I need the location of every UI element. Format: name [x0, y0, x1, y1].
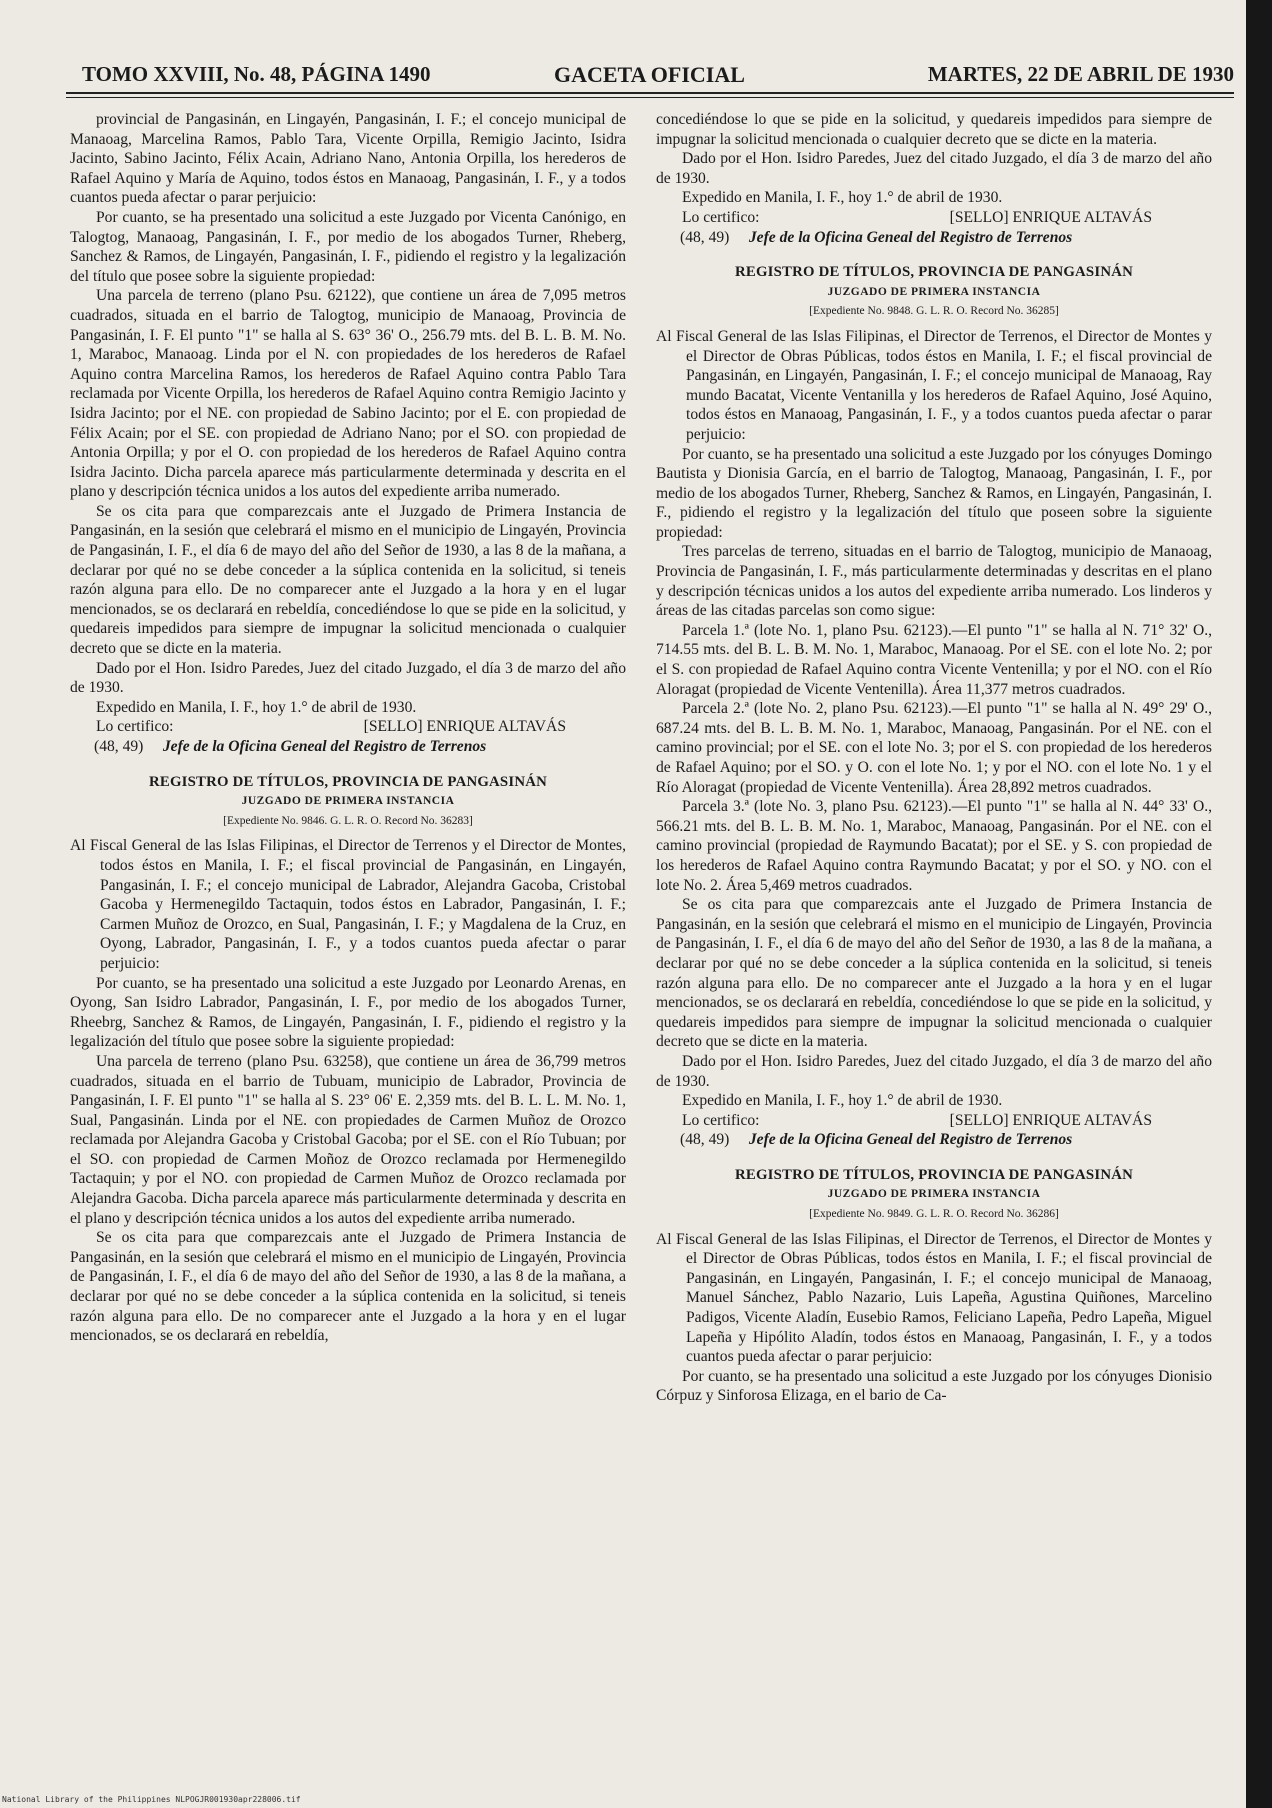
paragraph: Por cuanto, se ha presentado una solicitud a este Juzgado por Leonardo Arenas, en Oyong, San Isidro Labrador, Pangasinán, I. F., por medio de los abogados Turner, Rheebrg, Sanchez & Ramos, de Lingayén, Pangasinán, I. F., pidiendo el registro y la legalización del título que posee sobre la siguiente propiedad: [70, 974, 626, 1051]
signature-title [70, 737, 626, 757]
signature-title [656, 1130, 1212, 1150]
section-subheading: JUZGADO DE PRIMERA INSTANCIA [241, 795, 455, 808]
paragraph: Tres parcelas de terreno, situadas en el barrio de Talogtog, municipio de Manaoag, Provincia de Pangasinán, I. F., más particularmente determinadas y descritas en el plano y descripción técnicas unidos a los autos del expediente arriba numerado. Los linderos y áreas de las citadas parcelas son como sigue: [656, 543, 1212, 620]
paragraph: Al Fiscal General de las Islas Filipinas, el Director de Terrenos, el Director de Montes y el Director de Obras Públicas, todos éstos en Manila, I. F.; el fiscal provincial de Pangasinán, en Lingayén, Pangasinán, I. F.; el concejo municipal de Manaoag, Ray mundo Bacatat, Vicente Ventanilla y los herederos de Rafael Aquino, José Aquino, todos éstos en Manaoag, Pangasinán, I. F., y a todos cuantos pueda afectar o parar perjuicio: [656, 327, 1212, 443]
paragraph: Por cuanto, se ha presentado una solicitud a este Juzgado por los cónyuges Domingo Bautista y Dionisia García, en el barrio de Talogtog, Manaoag, Pangasinán, I. F., por medio de los abogados Turner, Rheberg, Sanchez & Ramos, en Lingayén, Pangasinán, I. F., pidiendo el registro y la legalización del título que poseen sobre la siguiente propiedad: [656, 445, 1212, 541]
page-header [66, 62, 1234, 96]
expediente-line: [Expediente No. 9848. G. L. R. O. Record No. 36285] [809, 305, 1059, 318]
left-column [70, 110, 626, 1346]
paragraph: Expedido en Manila, I. F., hoy 1.° de abril de 1930. [96, 698, 417, 716]
paragraph: Una parcela de terreno (plano Psu. 62122), que contiene un área de 7,095 metros cuadrados, situada en el barrio de Talogtog, municipio de Manaoag, Provincia de Pangasinán, I. F. El punto "1" se halla al S. 63° 36' O., 256.79 mts. del B. L. B. M. No. 1, Maraboc, Manaoag. Linda por el N. con propiedades de los herederos de Rafael Aquino contra Marcelina Ramos, los herederos de Rafael Aquino contra Pablo Tara reclamada por Vicente Orpilla, los herederos de Rafael Aquino contra Remigio Jacinto y Isidra Jacinto; por el NE. con propiedad de Sabino Jacinto; por el E. con propiedad de Félix Acain; por el SE. con propiedad de Adriano Nano; por el SO. con propiedad de Antonia Orpilla; y por el O. con propiedad de los herederos de Rafael Aquino contra Isidra Jacinto. Dicha parcela aparece más particularmente determinada y descrita en el plano y descripción técnica unidos a los autos del expediente arriba numerado. [70, 287, 626, 501]
section-heading: REGISTRO DE TÍTULOS, PROVINCIA DE PANGASINÁN [735, 264, 1133, 281]
paragraph: Por cuanto, se ha presentado una solicitud a este Juzgado por Vicenta Canónigo, en Talogtog, Manaoag, Pangasinán, I. F., por medio de los abogados Turner, Rheberg, Sanchez & Ramos, de Lingayén, Pangasinán, I. F., pidiendo el registro y la legalización del título que posee sobre la siguiente propiedad: [70, 208, 626, 285]
seal-signature: [SELLO] ENRIQUE ALTAVÁS [949, 1111, 1152, 1129]
paragraph: Se os cita para que comparezcais ante el Juzgado de Primera Instancia de Pangasinán, en la sesión que celebrará el mismo en el municipio de Lingayén, Provincia de Pangasinán, I. F., el día 6 de mayo del año del Señor de 1930, a las 8 de la mañana, a declarar por qué no se debe conceder a la súplica contenida en la solicitud, si teneis razón alguna para ello. De no comparecer ante el Juzgado a la hora y en el lugar mencionados, se os declarará en rebeldía, [70, 1229, 626, 1345]
paragraph: Al Fiscal General de las Islas Filipinas, el Director de Terrenos y el Director de Montes, todos éstos en Manila, I. F.; el fiscal provincial de Pangasinán, en Lingayén, Pangasinán, I. F.; el concejo municipal de Labrador, Alejandra Gacoba, Cristobal Gacoba y Hermenegildo Tactaquin, todos éstos en Labrador, Pangasinán, I. F.; Carmen Muñoz de Orozco, en Sual, Pangasinán, I. F.; y Magdalena de la Cruz, en Oyong, Labrador, Pangasinán, I. F., y a todos cuantos pueda afectar o parar perjuicio: [70, 837, 626, 972]
section-subheading: JUZGADO DE PRIMERA INSTANCIA [827, 285, 1041, 298]
paragraph: Por cuanto, se ha presentado una solicitud a este Juzgado por los cónyuges Dionisio Córpuz y Sinforosa Elizaga, en el bario de Ca- [656, 1367, 1212, 1405]
certifico-label: Lo certifico: [96, 718, 174, 736]
issue-numbers: (48, 49) [94, 738, 144, 755]
office-title: Jefe de la Oficina Geneal del Registro de Terrenos [162, 738, 487, 755]
office-title: Jefe de la Oficina Geneal del Registro de Terrenos [748, 228, 1073, 246]
paragraph: Al Fiscal General de las Islas Filipinas, el Director de Terrenos, el Director de Montes y el Director de Obras Públicas, todos éstos en Manila, I. F.; el fiscal provincial de Pangasinán, en Lingayén, Pangasinán, I. F.; el concejo municipal de Manaoag, Manuel Sánchez, Pablo Nazario, Luis Lapeña, Agustina Quiñones, Marcelino Padigos, Vicente Aladín, Eusebio Ramos, Feliciano Lapeña, Pedro Lapeña, Miguel Lapeña y Hipólito Aladín, todos éstos en Manaoag, Pangasinán, I. F., y a todos cuantos pueda afectar o parar perjuicio: [656, 1230, 1212, 1366]
paragraph: Parcela 3.ª (lote No. 3, plano Psu. 62123).—El punto "1" se halla al N. 44° 33' O., 566.21 mts. del B. L. B. M. No. 1, Maraboc, Manaoag, Pangasinán. Por el NE. con el camino provincial (propiedad de Raymundo Bacatat); por el SE. y S. con propiedad de los herederos de Rafael Aquino contra Raymundo Bacatat; y por el SO. y NO. con el lote No. 2. Área 5,469 metros cuadrados. [656, 798, 1212, 894]
expediente-line: [Expediente No. 9846. G. L. R. O. Record No. 36283] [223, 814, 473, 827]
paragraph: Dado por el Hon. Isidro Paredes, Juez del citado Juzgado, el día 3 de marzo del año de 1930. [656, 1052, 1212, 1090]
paragraph: Una parcela de terreno (plano Psu. 63258), que contiene un área de 36,799 metros cuadrados, situada en el barrio de Tubuam, municipio de Labrador, Provincia de Pangasinán, I. F. El punto "1" se halla al S. 23° 06' E. 2,359 mts. del B. L. L. M. No. 1, Sual, Pangasinán. Linda por el NE. con propiedades de Carmen Muñoz de Orozco reclamada por Alejandra Gacoba y Cristobal Gacoba; por el SE. con el Río Tubuan; por el SO. con propiedad de Carmen Moñoz de Orozco reclamada por Hermenegildo Tactaquin; y por el NO. con propiedad de Carmen Muñoz de Orozco reclamada por Alejandra Gacoba. Dicha parcela aparece más particularmente determinada y descrita en el plano y descripción técnica unidos a los autos del expediente arriba numerado. [70, 1052, 626, 1227]
issue-numbers: (48, 49) [680, 228, 730, 246]
scan-edge [1246, 0, 1272, 1808]
seal-signature: [SELLO] ENRIQUE ALTAVÁS [949, 208, 1152, 226]
scan-footer: National Library of the Philippines NLPOGJR001930apr228006.tif [2, 1795, 301, 1804]
certifico-label: Lo certifico: [682, 1111, 760, 1129]
section-heading: REGISTRO DE TÍTULOS, PROVINCIA DE PANGASINÁN [149, 773, 547, 790]
right-column [656, 110, 1212, 1406]
section-heading: REGISTRO DE TÍTULOS, PROVINCIA DE PANGASINÁN [735, 1166, 1133, 1183]
paragraph: Dado por el Hon. Isidro Paredes, Juez del citado Juzgado, el día 3 de marzo del año de 1930. [656, 150, 1212, 187]
paragraph: Parcela 1.ª (lote No. 1, plano Psu. 62123).—El punto "1" se halla al N. 71° 32' O., 714.55 mts. del B. L. B. M. No. 1, Maraboc, Manaoag. Por el SE. con el lote No. 2; por el S. con propiedad de Rafael Aquino contra Vicente Ventenilla; y por el NO. con el Río Aloragat (propiedad de Vicente Ventenilla). Área 11,377 metros cuadrados. [656, 621, 1212, 698]
section-subheading: JUZGADO DE PRIMERA INSTANCIA [827, 1188, 1041, 1201]
expediente-line: [Expediente No. 9849. G. L. R. O. Record No. 36286] [809, 1208, 1059, 1221]
header-title: GACETA OFICIAL [554, 62, 745, 87]
paragraph: Expedido en Manila, I. F., hoy 1.° de abril de 1930. [682, 189, 1003, 207]
signature-line [656, 1111, 1212, 1131]
signature-line [656, 208, 1212, 228]
certifico-label: Lo certifico: [682, 208, 760, 226]
issue-numbers: (48, 49) [680, 1131, 730, 1149]
signature-line [70, 717, 626, 737]
paragraph: Expedido en Manila, I. F., hoy 1.° de abril de 1930. [682, 1092, 1003, 1110]
header-rule [66, 92, 1234, 98]
paragraph: concediéndose lo que se pide en la solicitud, y quedareis impedidos para siempre de impugnar la solicitud mencionada o cualquier decreto que se dicte en la materia. [656, 111, 1212, 148]
seal-signature: [SELLO] ENRIQUE ALTAVÁS [363, 718, 566, 736]
paragraph: provincial de Pangasinán, en Lingayén, Pangasinán, I. F.; el concejo municipal de Manaoag, Marcelina Ramos, Pablo Tara, Vicente Orpilla, Remigio Jacinto, Isidra Jacinto, Sabino Jacinto, Félix Acain, Adriano Nano, Antonia Orpilla, los herederos de Rafael Aquino y María de Aquino, todos éstos en Manaoag, Pangasinán, I. F., y a todos cuantos pueda afectar o parar perjuicio: [70, 111, 626, 207]
office-title: Jefe de la Oficina Geneal del Registro de Terrenos [748, 1131, 1073, 1149]
paragraph: Se os cita para que comparezcais ante el Juzgado de Primera Instancia de Pangasinán, en la sesión que celebrará el mismo en el municipio de Lingayén, Provincia de Pangasinán, I. F., el día 6 de mayo del año del Señor de 1930, a las 8 de la mañana, a declarar por qué no se debe conceder a la súplica contenida en la solicitud, si teneis razón alguna para ello. De no comparecer ante el Juzgado a la hora y en el lugar mencionados, se os declarará en rebeldía, concediéndose lo que se pide en la solicitud, y quedareis impedidos para siempre de impugnar la solicitud mencionada o cualquier decreto que se dicte en la materia. [70, 502, 626, 658]
header-volume: TOMO XXVIII, No. 48, PÁGINA 1490 [82, 62, 431, 86]
signature-title [656, 228, 1212, 248]
paragraph: Dado por el Hon. Isidro Paredes, Juez del citado Juzgado, el día 3 de marzo del año de 1930. [70, 659, 626, 697]
paragraph: Parcela 2.ª (lote No. 2, plano Psu. 62123).—El punto "1" se halla al N. 49° 29' O., 687.24 mts. del B. L. B. M. No. 1, Maraboc, Manaoag, Pangasinán. Por el NE. con el camino provincial; por el SE. con el lote No. 3; por el S. con propiedad de los herederos de Rafael Aquino; por el SO. y O. con el lote No. 1; y por el NO. con el lote No. 1 y el Río Aloragat (propiedad de Vicente Ventenilla). Área 28,892 metros cuadrados. [656, 700, 1212, 796]
header-date: MARTES, 22 DE ABRIL DE 1930 [927, 62, 1234, 86]
paragraph: Se os cita para que comparezcais ante el Juzgado de Primera Instancia de Pangasinán, en la sesión que celebrará el mismo en el municipio de Lingayén, Provincia de Pangasinán, I. F., el día 6 de mayo del año del Señor de 1930, a las 8 de la mañana, a declarar por qué no se debe conceder a la súplica contenida en la solicitud, si teneis razón alguna para ello. De no comparecer ante el Juzgado a la hora y en el lugar mencionados, se os declarará en rebeldía, concediéndose lo que se pide en la solicitud, y quedareis impedidos para siempre de impugnar la solicitud mencionada o cualquier decreto que se dicte en la materia. [656, 896, 1212, 1051]
